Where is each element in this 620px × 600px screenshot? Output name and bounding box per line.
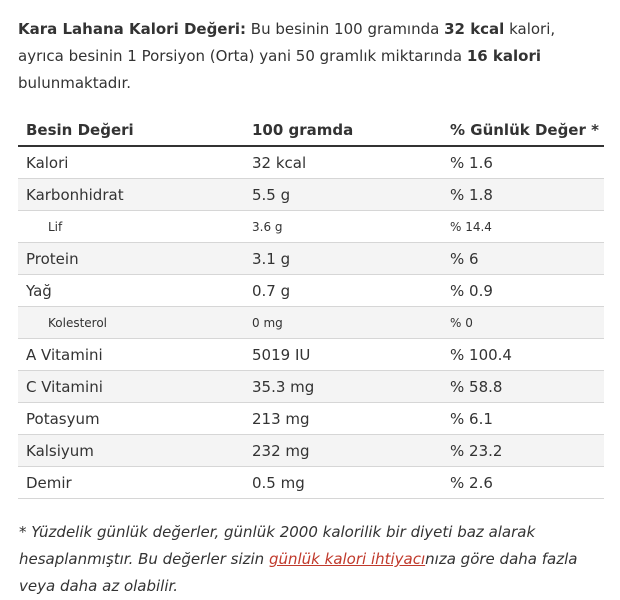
- nutrient-name: A Vitamini: [18, 339, 244, 371]
- table-row: [18, 403, 604, 435]
- amount-per-100g: 32 kcal: [244, 146, 442, 179]
- footnote-text-1: * Yüzdelik günlük değerler, günlük 2000 kalorilik bir diyeti baz alarak hesaplanmıştır. Bu değerler sizin: [19, 523, 536, 568]
- intro-paragraph: [18, 16, 604, 97]
- header-nutrient: Besin Değeri: [18, 114, 244, 146]
- nutrient-name: Karbonhidrat: [18, 179, 244, 211]
- table-row: [18, 179, 604, 211]
- nutrient-name: C Vitamini: [18, 371, 244, 403]
- amount-per-100g: 5019 IU: [244, 339, 442, 371]
- intro-text-1: Bu besinin 100 gramında: [246, 20, 445, 38]
- daily-value: % 58.8: [442, 371, 604, 403]
- daily-value: % 6: [442, 243, 604, 275]
- header-daily-value: % Günlük Değer *: [442, 114, 604, 146]
- daily-value: % 23.2: [442, 435, 604, 467]
- daily-value: % 0.9: [442, 275, 604, 307]
- table-header-row: [18, 114, 604, 146]
- amount-per-100g: 5.5 g: [244, 179, 442, 211]
- intro-kcal: 32 kcal: [444, 20, 505, 38]
- amount-per-100g: 35.3 mg: [244, 371, 442, 403]
- footnote: [18, 519, 604, 600]
- amount-per-100g: 213 mg: [244, 403, 442, 435]
- amount-per-100g: 3.1 g: [244, 243, 442, 275]
- amount-per-100g: 232 mg: [244, 435, 442, 467]
- intro-title: Kara Lahana Kalori Değeri:: [18, 20, 247, 38]
- intro-portion-kcal: 16 kalori: [466, 47, 541, 65]
- nutrient-name: Demir: [18, 467, 244, 499]
- daily-value: % 0: [442, 307, 604, 339]
- daily-value: % 2.6: [442, 467, 604, 499]
- table-row: [18, 146, 604, 179]
- table-row: [18, 243, 604, 275]
- table-row: [18, 371, 604, 403]
- table-row: [18, 211, 604, 243]
- table-row: [18, 275, 604, 307]
- calorie-need-link[interactable]: günlük kalori ihtiyacı: [268, 550, 426, 568]
- nutrient-name: Kalsiyum: [18, 435, 244, 467]
- nutrition-table: [18, 114, 604, 499]
- daily-value: % 14.4: [442, 211, 604, 243]
- intro-text-3: bulunmaktadır.: [18, 74, 132, 92]
- daily-value: % 1.6: [442, 146, 604, 179]
- amount-per-100g: 0.7 g: [244, 275, 442, 307]
- amount-per-100g: 0.5 mg: [244, 467, 442, 499]
- daily-value: % 1.8: [442, 179, 604, 211]
- nutrient-name: Yağ: [18, 275, 244, 307]
- table-row: [18, 435, 604, 467]
- nutrient-name: Potasyum: [18, 403, 244, 435]
- intro-text-2: kalori, ayrıca besinin 1 Porsiyon (Orta) yani 50 gramlık miktarında: [18, 20, 556, 65]
- table-row: [18, 307, 604, 339]
- table-row: [18, 467, 604, 499]
- amount-per-100g: 0 mg: [244, 307, 442, 339]
- header-per-100g: 100 gramda: [244, 114, 442, 146]
- daily-value: % 6.1: [442, 403, 604, 435]
- nutrient-name: Kolesterol: [18, 307, 244, 339]
- nutrient-name: Lif: [18, 211, 244, 243]
- nutrient-name: Kalori: [18, 146, 244, 179]
- daily-value: % 100.4: [442, 339, 604, 371]
- amount-per-100g: 3.6 g: [244, 211, 442, 243]
- footnote-text-2: nıza göre daha fazla veya daha az olabilir.: [19, 550, 578, 595]
- table-row: [18, 339, 604, 371]
- nutrient-name: Protein: [18, 243, 244, 275]
